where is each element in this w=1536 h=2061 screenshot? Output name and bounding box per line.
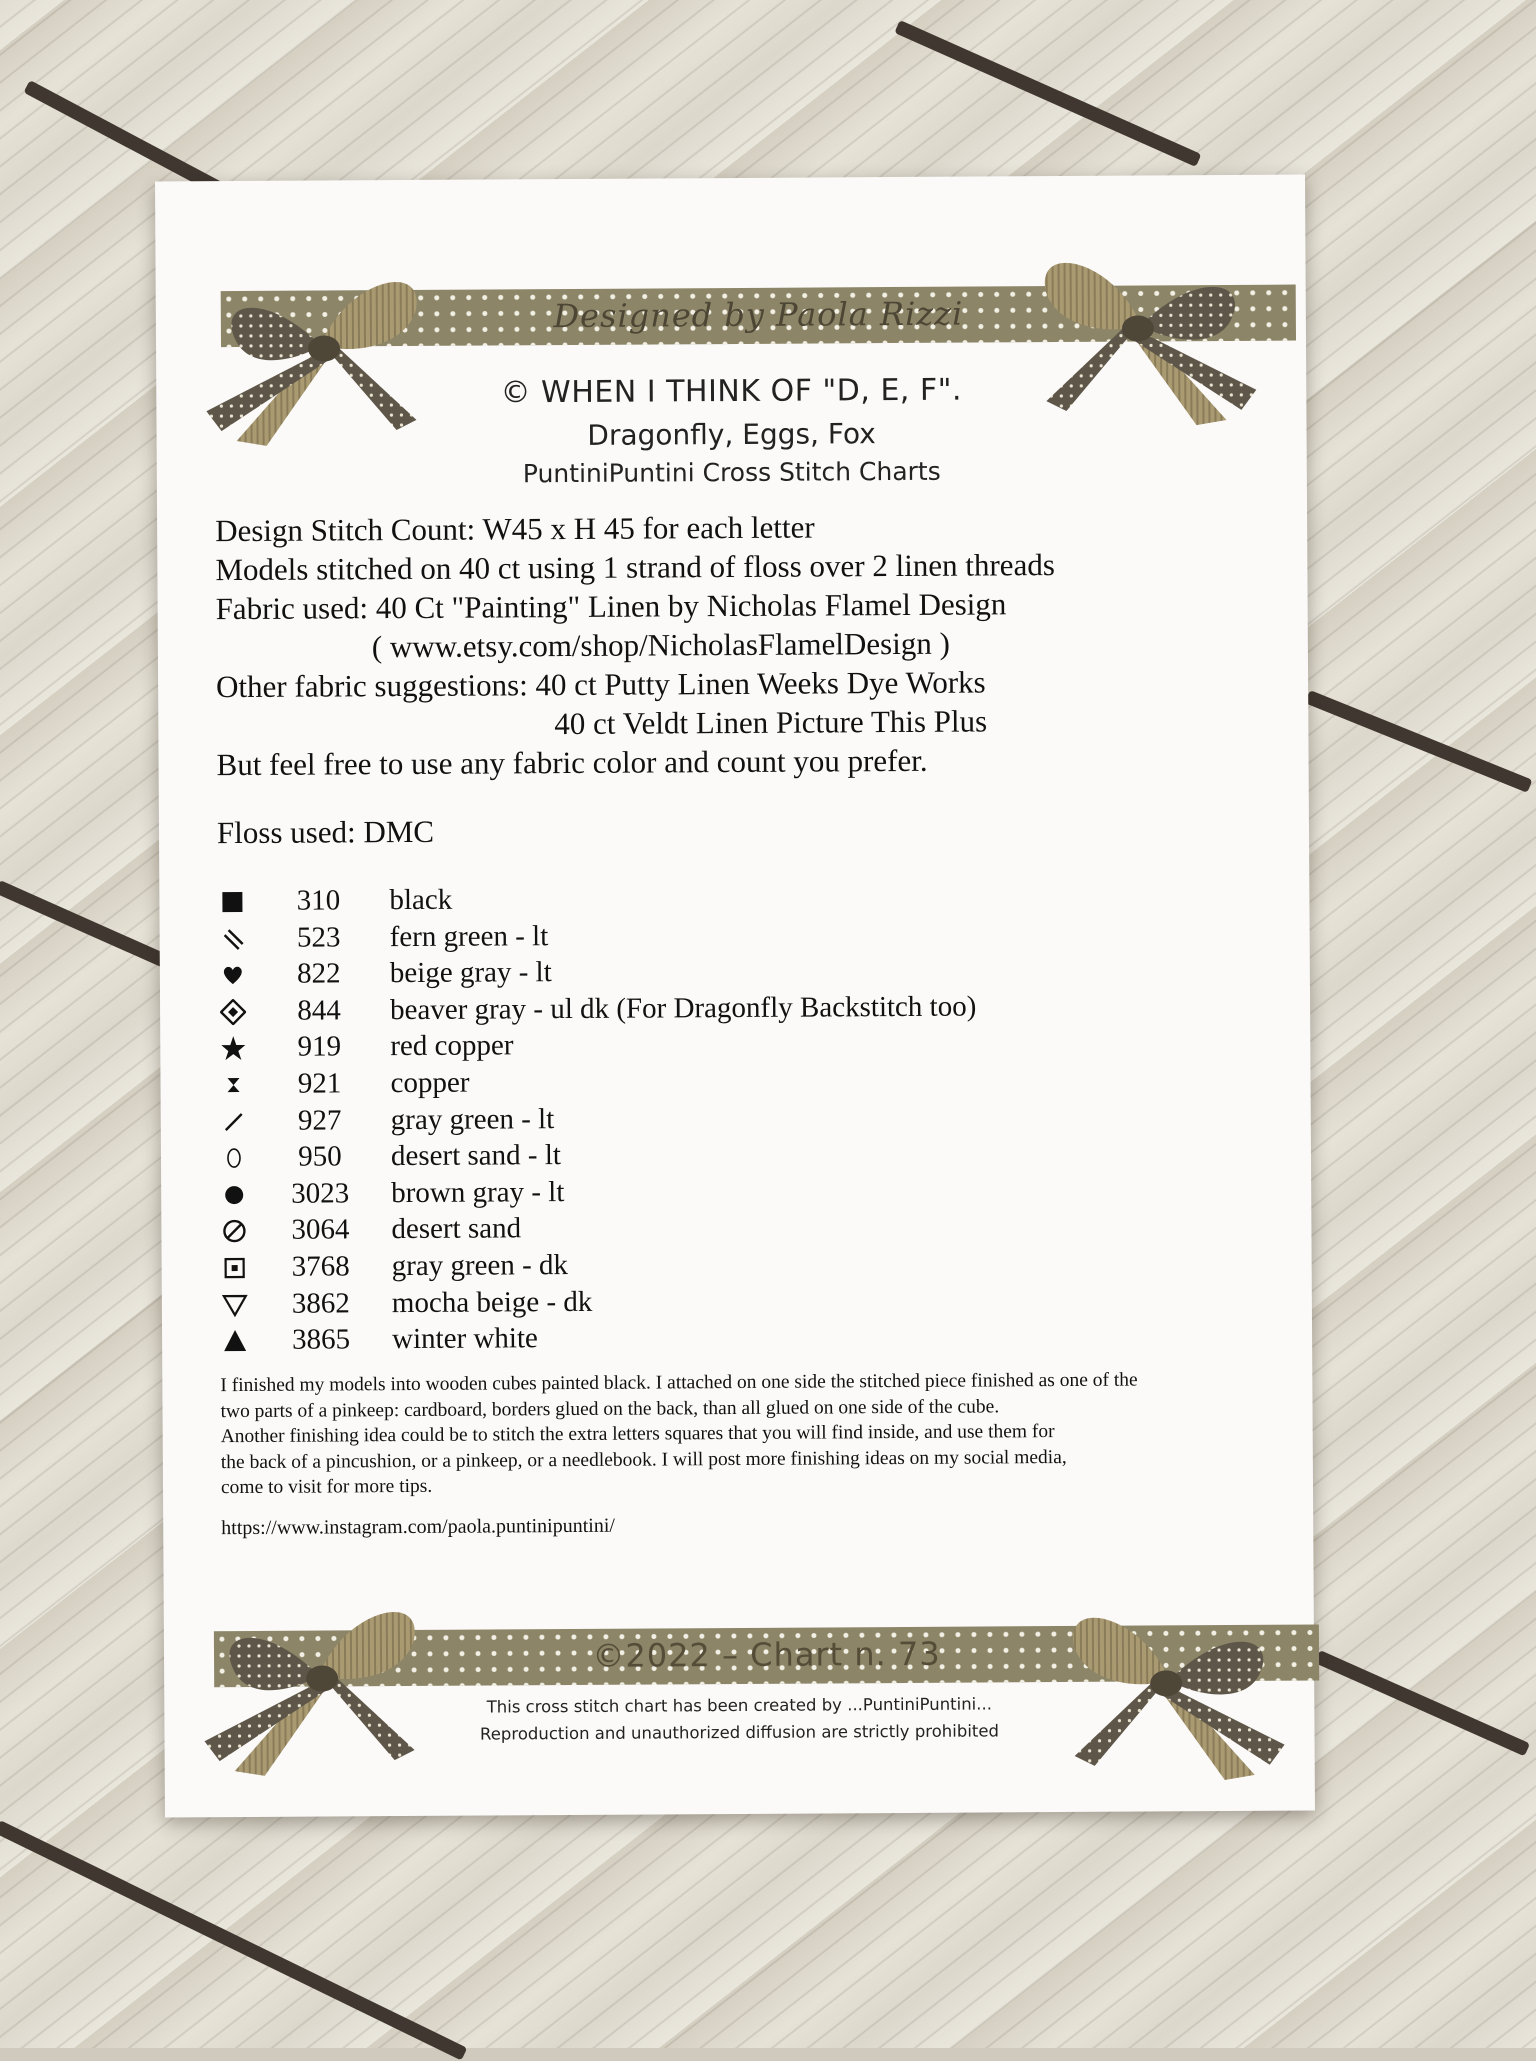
- floss-color-name: beige gray - lt: [390, 956, 552, 990]
- fabric-url: ( www.etsy.com/shop/NicholasFlamelDesign ): [216, 622, 1276, 667]
- models-info: Models stitched on 40 ct using 1 strand of floss over 2 linen threads: [215, 544, 1275, 589]
- filled-square-icon: [217, 887, 247, 917]
- floss-code: 523: [276, 921, 362, 955]
- floss-color-name: copper: [390, 1067, 469, 1100]
- slash-icon: [219, 1107, 249, 1137]
- chart-details: [215, 505, 1277, 784]
- chart-card: [155, 175, 1315, 1818]
- prohibited-note: Reproduction and unauthorized diffusion are strictly prohibited: [164, 1719, 1314, 1745]
- floss-code: 950: [277, 1140, 363, 1174]
- star-icon: [218, 1033, 248, 1063]
- designer-credit: Designed by Paola Rizzi: [221, 293, 1296, 338]
- floss-code: 3064: [277, 1214, 363, 1248]
- slashed-circle-icon: [219, 1216, 249, 1246]
- floss-color-name: desert sand - lt: [391, 1139, 561, 1173]
- created-by-note: This cross stitch chart has been created by ...PuntiniPuntini...: [164, 1692, 1314, 1718]
- chart-title: © WHEN I THINK OF "D, E, F".: [156, 370, 1306, 412]
- filled-triangle-icon: [220, 1326, 250, 1356]
- floss-color-name: mocha beige - dk: [392, 1285, 593, 1319]
- floss-code: 3768: [278, 1250, 364, 1284]
- double-slash-icon: [218, 924, 248, 954]
- floss-color-name: black: [389, 884, 452, 917]
- diamond-in-diamond-icon: [218, 997, 248, 1027]
- bow-bottom-right-icon: [1044, 1585, 1295, 1787]
- floss-code: 844: [276, 994, 362, 1028]
- floss-color-name: red copper: [390, 1030, 513, 1064]
- other-fabric-2: 40 ct Veldt Linen Picture This Plus: [216, 700, 1276, 745]
- floss-code: 3862: [278, 1287, 364, 1321]
- floss-color-name: beaver gray - ul dk (For Dragonfly Backstitch too): [390, 990, 976, 1027]
- floss-code: 3865: [278, 1323, 364, 1357]
- floss-color-name: winter white: [392, 1322, 538, 1356]
- chart-subtitle: Dragonfly, Eggs, Fox: [156, 414, 1306, 454]
- fabric-info: Fabric used: 40 Ct "Painting" Linen by Nicholas Flamel Design: [216, 583, 1276, 628]
- note-line: two parts of a pinkeep: cardboard, borders glued on the back, than all glued on one side of the cube.: [220, 1392, 1280, 1424]
- floss-code: 921: [276, 1067, 362, 1101]
- copyright-chart-number: ©2022 – Chart n. 73: [214, 1632, 1319, 1677]
- floss-code: 3023: [277, 1177, 363, 1211]
- floss-color-name: desert sand: [391, 1213, 521, 1247]
- free-note: But feel free to use any fabric color and count you prefer.: [216, 739, 1276, 784]
- oval-icon: [219, 1143, 249, 1173]
- floss-color-name: fern green - lt: [390, 920, 549, 954]
- floss-title: Floss used: DMC: [217, 814, 434, 851]
- bow-bottom-left-icon: [194, 1580, 445, 1782]
- floss-code: 927: [277, 1104, 363, 1138]
- filled-circle-icon: [219, 1180, 249, 1210]
- floss-color-name: brown gray - lt: [391, 1176, 564, 1210]
- floss-code: 919: [276, 1031, 362, 1065]
- dotted-square-icon: [220, 1253, 250, 1283]
- heart-icon: [218, 960, 248, 990]
- note-line: Another finishing idea could be to stitch the extra letters squares that you will find inside, and use them for: [221, 1418, 1281, 1450]
- hourglass-icon: [218, 1070, 248, 1100]
- floss-code: 822: [276, 957, 362, 991]
- floss-legend: [217, 885, 220, 1361]
- floss-color-name: gray green - dk: [392, 1249, 569, 1283]
- floss-color-name: gray green - lt: [391, 1103, 555, 1137]
- down-triangle-icon: [220, 1290, 250, 1320]
- note-line: I finished my models into wooden cubes painted black. I attached on one side the stitched piece finished as one of the: [220, 1367, 1280, 1399]
- other-fabric-1: Other fabric suggestions: 40 ct Putty Linen Weeks Dye Works: [216, 661, 1276, 706]
- floss-code: 310: [275, 884, 361, 918]
- note-line: the back of a pincushion, or a pinkeep, or a needlebook. I will post more finishing ideas on my social media,: [221, 1443, 1281, 1475]
- finishing-notes: [220, 1367, 1281, 1501]
- brand-name: PuntiniPuntini Cross Stitch Charts: [157, 454, 1307, 490]
- stitch-count: Design Stitch Count: W45 x H 45 for each letter: [215, 505, 1275, 550]
- instagram-link: https://www.instagram.com/paola.puntinipuntini/: [221, 1515, 615, 1540]
- note-line: come to visit for more tips.: [221, 1469, 1281, 1501]
